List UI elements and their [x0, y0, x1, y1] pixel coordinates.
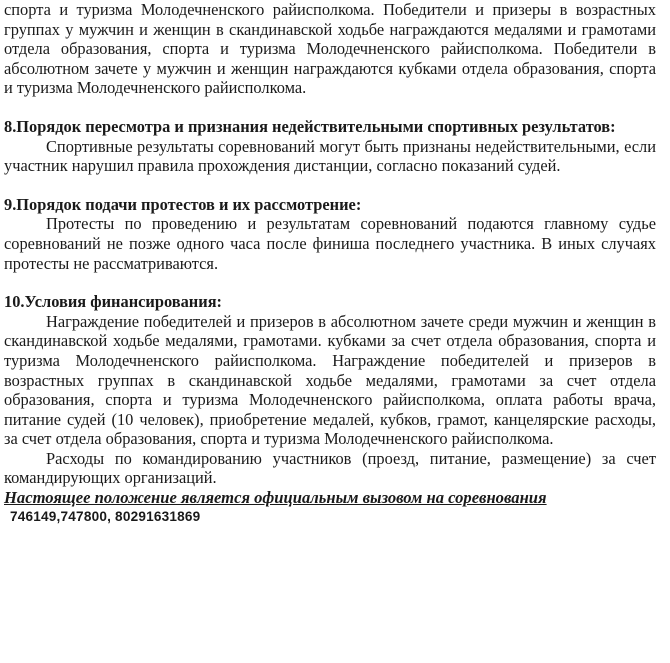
section-8-heading: 8.Порядок пересмотра и признания недействительными спортивных результатов:: [4, 116, 616, 136]
section-9-heading: 9.Порядок подачи протестов и их рассмотрение:: [4, 194, 362, 214]
phone-numbers: 746149,747800, 80291631869: [10, 508, 201, 524]
section-10-heading: 10.Условия финансирования:: [4, 292, 223, 312]
spacer: [4, 98, 656, 117]
intro-paragraph: спорта и туризма Молодечненского райисполкома. Победители и призеры в возрастных группах у мужчин и женщин в скандинавской ходьбе награждаются медалями и грамотами отдела образования, спорта и туризма Молодечненского райисполкома. Победители в абсолютном зачете у мужчин и женщин награждаются кубками отдела образования, спорта и туризма Молодечненского райисполкома.: [4, 0, 656, 98]
spacer: [4, 176, 656, 195]
section-10-paragraph-1: Награждение победителей и призеров в абсолютном зачете среди мужчин и женщин в скандинавской ходьбе медалями, грамотами. кубками за счет отдела образования, спорта и туризма Молодечненского райисполкома. Награждение победителей и призеров в возрастных группах в скандинавской ходьбе медалями, грамотами за счет отдела образования, спорта и туризма Молодечненского райисполкома, оплата работы врача, питание судей (10 человек), приобретение медалей, кубков, грамот, канцелярские расходы, за счет отдела образования, спорта и туризма Молодечненского райисполкома.: [4, 311, 656, 449]
spacer: [4, 273, 656, 292]
official-call-note: Настоящее положение является официальным вызовом на соревнования: [4, 488, 547, 508]
section-10-paragraph-2: Расходы по командированию участников (проезд, питание, размещение) за счет командирующих организаций.: [4, 448, 656, 488]
section-8-paragraph: Спортивные результаты соревнований могут быть признаны недействительными, если участник нарушил правила прохождения дистанции, согласно показаний судей.: [4, 136, 656, 176]
section-9-paragraph: Протесты по проведению и результатам соревнований подаются главному судье соревнований не позже одного часа после финиша последнего участника. В иных случаях протесты не рассматриваются.: [4, 214, 656, 273]
document-page: [4, 0, 656, 525]
